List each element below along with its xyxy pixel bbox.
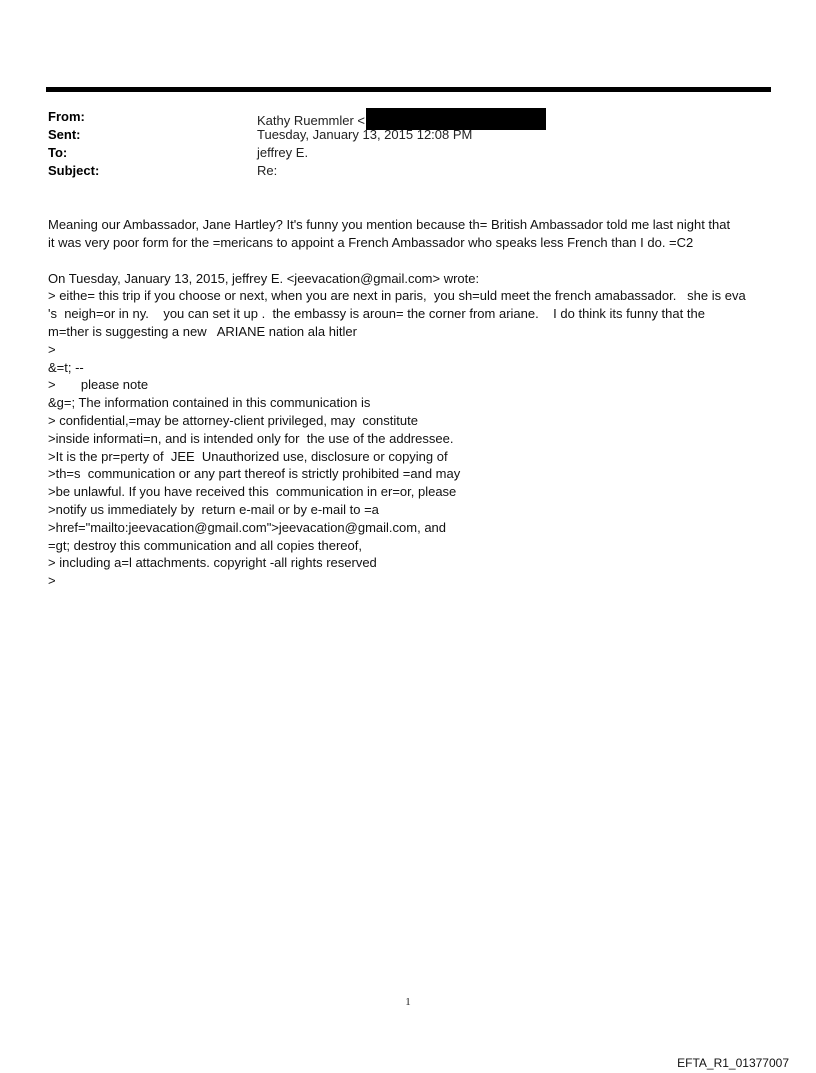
document-id: EFTA_R1_01377007 (677, 1056, 789, 1070)
quoted-line: >href="mailto:jeevacation@gmail.com">jeevacation@gmail.com, and (48, 519, 447, 535)
to-label: To: (48, 145, 68, 160)
sent-label: Sent: (48, 127, 81, 142)
to-value: jeffrey E. (257, 145, 309, 160)
from-sender: Kathy Ruemmler < (257, 113, 366, 128)
quoted-line: =gt; destroy this communication and all copies thereof, (48, 537, 362, 553)
quoted-line: > confidential,=may be attorney-client privileged, may constitute (48, 412, 418, 428)
body-line: Meaning our Ambassador, Jane Hartley? It's funny you mention because th= British Ambassador told me last night that (48, 217, 731, 232)
quoted-line: >It is the pr=perty of JEE Unauthorized use, disclosure or copying of (48, 448, 448, 464)
quoted-line: > (48, 573, 56, 589)
quoted-line: > (48, 341, 56, 357)
quoted-line: >be unlawful. If you have received this communication in er=or, please (48, 484, 457, 500)
quoted-line: >notify us immediately by return e-mail or by e-mail to =a (48, 501, 379, 517)
email-body (48, 216, 778, 590)
quoted-line: &=t; -- (48, 359, 84, 375)
from-label: From: (48, 109, 85, 124)
header-divider (46, 87, 771, 92)
quoted-line: > please note (48, 377, 149, 393)
subject-value: Re: (257, 163, 278, 178)
quote-intro: On Tuesday, January 13, 2015, jeffrey E. <jeevacation@gmail.com> wrote: (48, 270, 480, 286)
paragraph-gap (48, 252, 778, 270)
quoted-line: &g=; The information contained in this communication is (48, 395, 371, 411)
subject-label: Subject: (48, 163, 100, 178)
quoted-line: > including a=l attachments. copyright -all rights reserved (48, 555, 377, 571)
quoted-line: >th=s communication or any part thereof is strictly prohibited =and may (48, 466, 461, 482)
quoted-line: >inside informati=n, and is intended only for the use of the addressee. (48, 430, 454, 446)
quoted-line: 's neigh=or in ny. you can set it up . the embassy is aroun= the corner from ariane. I do think its funny that the (48, 306, 705, 322)
quoted-line: m=ther is suggesting a new ARIANE nation ala hitler (48, 323, 357, 339)
body-line: it was very poor form for the =mericans to appoint a French Ambassador who speaks less French than I do. =C2 (48, 234, 694, 250)
page-number: 1 (405, 996, 411, 1008)
quoted-line: > eithe= this trip if you choose or next, when you are next in paris, you sh=uld meet the french amabassador. she is eva (48, 288, 746, 304)
sent-value: Tuesday, January 13, 2015 12:08 PM (257, 127, 473, 142)
